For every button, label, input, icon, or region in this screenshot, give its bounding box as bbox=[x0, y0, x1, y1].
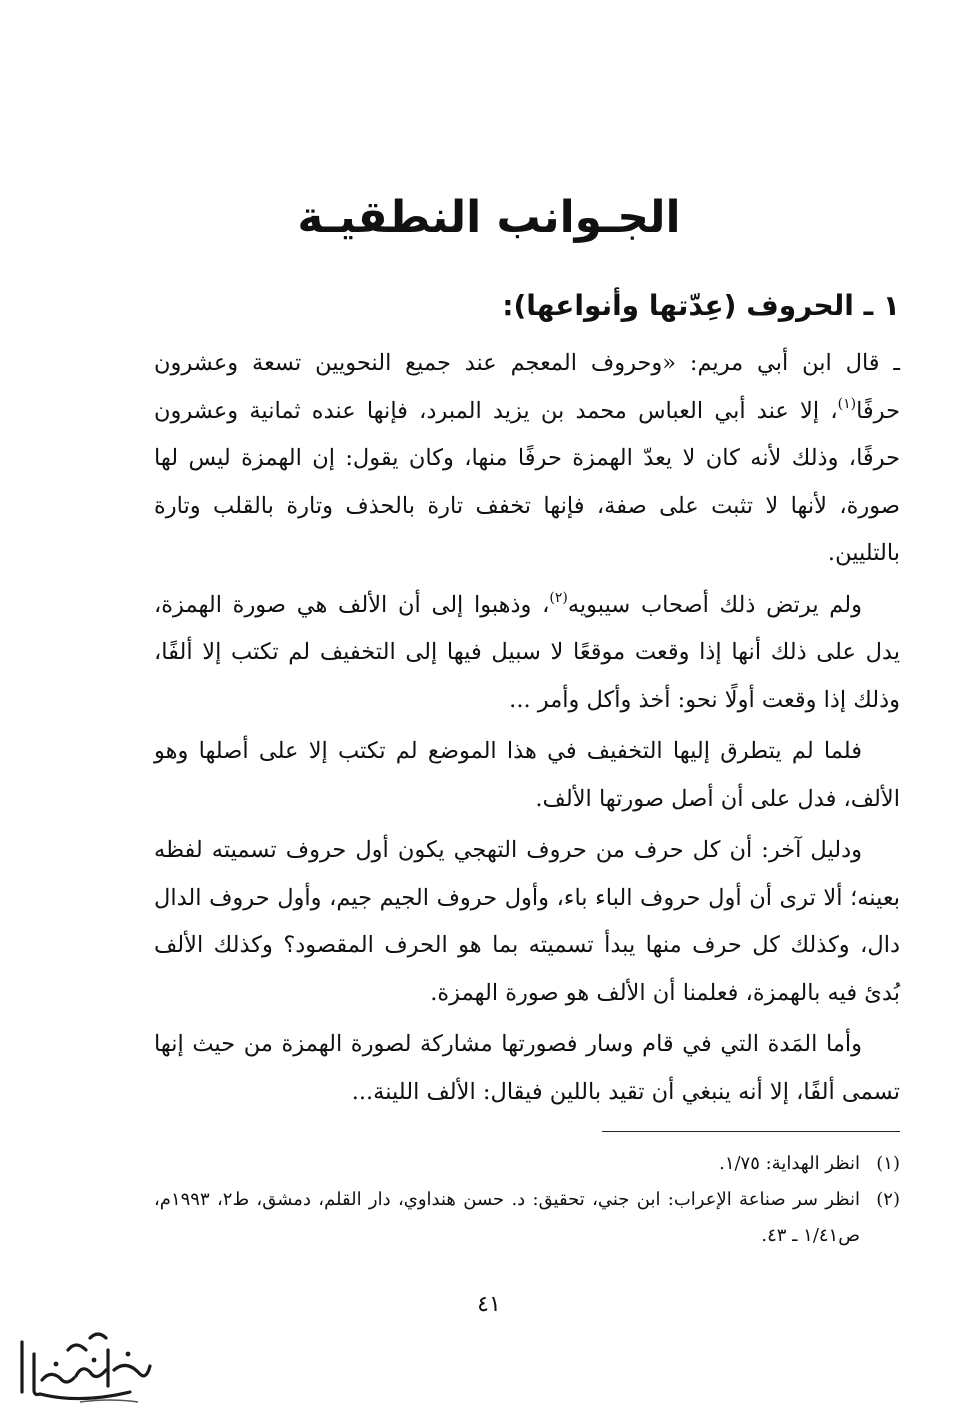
footnote-number: (٢) bbox=[876, 1189, 900, 1210]
body-text bbox=[154, 340, 900, 1120]
section-heading: ١ ـ الحروف (عِدّتها وأنواعها): bbox=[502, 289, 900, 322]
footnote-divider bbox=[602, 1131, 900, 1132]
calligraphy-stamp-logo bbox=[10, 1320, 160, 1406]
paragraph-3: فلما لم يتطرق إليها التخفيف في هذا الموضع لم تكتب إلا على أصلها وهو الألف، فدل على أن أصل صورتها الألف. bbox=[154, 738, 900, 812]
footnotes bbox=[154, 1146, 900, 1254]
footnote-ref-2[interactable]: (٢) bbox=[549, 589, 568, 606]
paragraph-1: ـ قال ابن أبي مريم: «وحروف المعجم عند جميع النحويين تسعة وعشرون حرفًا$^{(١)}$، إلا عند أبي العباس محمد بن يزيد المبرد، فإنها عنده ثمانية وعشرون حرفًا، وذلك لأنه كان لا يعدّ الهمزة حرفًا منها، وكان يقول: إن الهمزة ليس لها صورة، لأنها لا تثبت على صفة، فإنها تخفف تارة بالحذف وتارة بالقلب وتارة بالتليين. bbox=[154, 350, 900, 566]
paragraph-2: ولم يرتض ذلك أصحاب سيبويه$^{(٢)}$، وذهبوا إلى أن الألف هي صورة الهمزة، يدل على ذلك أنها إذا وقعت موقعًا لا سبيل فيها إلى التخفيف لم تكتب إلا ألفًا، وذلك إذا وقعت أولًا نحو: أخذ وأكل وأمر ... bbox=[154, 589, 901, 713]
paragraph-4: ودليل آخر: أن كل حرف من حروف التهجي يكون أول حروف تسميته لفظه بعينه؛ ألا ترى أن أول حروف الباء باء، وأول حروف الجيم جيم، وأول حروف الدال دال، وكذلك كل حرف منها يبدأ تسميته بما هو الحرف المقصود؟ وكذلك الألف بُدئ فيه بالهمزة، فعلمنا أن الألف هو صورة الهمزة. bbox=[154, 837, 900, 1006]
page-title: الجـوانب النطقيـة bbox=[297, 192, 681, 243]
paragraph-5: وأما المَدة التي في قام وسار فصورتها مشاركة لصورة الهمزة من حيث إنها تسمى ألفًا، إلا أنه ينبغي أن تقيد باللين فيقال: الألف اللينة... bbox=[154, 1031, 900, 1105]
footnote-2 bbox=[154, 1182, 900, 1254]
footnote-number: (١) bbox=[876, 1153, 900, 1174]
footnote-text: انظر سر صناعة الإعراب: ابن جني، تحقيق: د. حسن هنداوي، دار القلم، دمشق، ط٢، ١٩٩٣م، ص١/٤١ ـ ٤٣. bbox=[154, 1189, 861, 1246]
footnote-1 bbox=[154, 1146, 900, 1182]
page-number: ٤١ bbox=[477, 1292, 501, 1317]
footnote-ref-1[interactable]: (١) bbox=[837, 395, 857, 412]
footnote-text: انظر الهداية: ١/٧٥. bbox=[719, 1153, 860, 1174]
